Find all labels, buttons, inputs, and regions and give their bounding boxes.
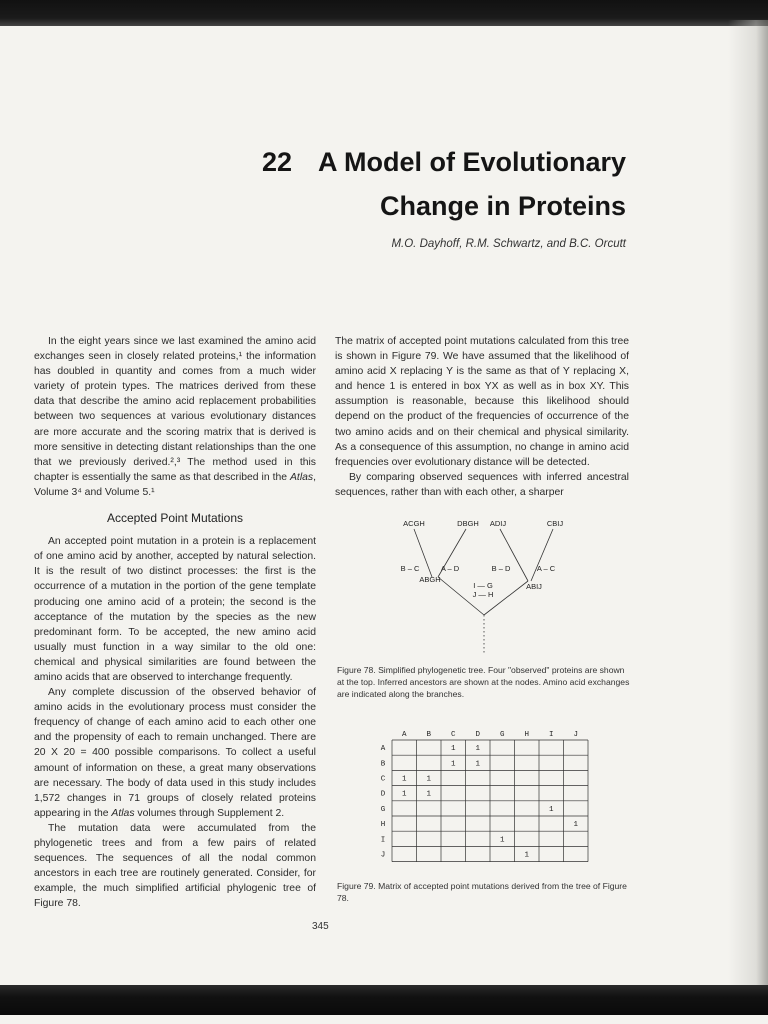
phylogenetic-tree-figure — [388, 515, 588, 665]
tree-leaf: DBGH — [457, 519, 479, 528]
tree-branch-label: B – C — [400, 564, 420, 573]
tree-leaf: ADIJ — [489, 519, 507, 528]
matrix-row-header: G — [380, 805, 386, 814]
section-heading: Accepted Point Mutations — [106, 511, 244, 526]
mutation-matrix-figure — [370, 728, 590, 863]
tree-branch-label: A – C — [536, 564, 556, 573]
body-paragraph: Any complete discussion of the observed behavior of amino acids in the evolutionary process must consider the frequency of change of each amino acid to each other one and the propensity of each to remain unchanged. There are 20 X 20 = 400 possible comparisons. To collect a useful amount of information on these, a great many observations are necessary. The body of data used in this study includes 1,572 changes in 71 groups of closely related proteins appearing in the Atlas volumes through Supplement 2. — [34, 687, 316, 819]
matrix-column-header: B — [426, 731, 432, 739]
tree-branch — [500, 529, 528, 581]
tree-branch-label: J — H — [472, 590, 494, 599]
matrix-cell-value: 1 — [450, 760, 456, 769]
matrix-row-header: A — [380, 745, 386, 754]
matrix-column-header: H — [524, 731, 530, 739]
body-paragraph: The mutation data were accumulated from the phylogenetic trees and from a few pairs of related sequences. The sequences of all the nodal common ancestors in each tree are routinely generated. Consider, for example, the much simplified artificial phylogenic tree of Figure 78. — [34, 822, 316, 910]
chapter-title-line2: Change in Proteins — [379, 191, 626, 221]
tree-leaf: CBIJ — [546, 519, 564, 528]
matrix-column-header: D — [475, 731, 481, 739]
tree-node: ABIJ — [526, 582, 542, 591]
matrix-column-header: J — [573, 731, 579, 739]
matrix-row-header: I — [380, 836, 386, 845]
tree-branch-label: A – D — [440, 564, 460, 573]
scan-edge-right — [728, 20, 768, 1010]
page-number: 345 — [312, 921, 329, 932]
authors: M.O. Dayhoff, R.M. Schwartz, and B.C. Orcutt — [391, 238, 626, 250]
matrix-column-header: G — [499, 731, 505, 739]
matrix-cell-value: 1 — [450, 745, 456, 754]
matrix-column-header: I — [548, 731, 554, 739]
matrix-cell-value: 1 — [401, 775, 407, 784]
figure-78-caption: Figure 78. Simplified phylogenetic tree. Four "observed" proteins are shown at the top. Inferred ancestors are shown at the nodes. Amino acid exchanges are indicated along the branches. — [337, 665, 630, 700]
matrix-cell-value: 1 — [499, 836, 505, 845]
matrix-cell-value: 1 — [475, 760, 481, 769]
matrix-row-header: B — [380, 760, 386, 769]
body-paragraph: The matrix of accepted point mutations calculated from this tree is shown in Figure 79. We have assumed that the likelihood of amino acid X replacing Y is the same as that of Y replacing X, and hence 1 is entered in box YX as well as in box XY. This assumption is reasonable, because this likelihood should depend on the product of the frequencies of occurrence of the two amino acids and on their chemical and physical similarity. As a consequence of this assumption, no change in amino acid frequencies over evolutionary distance will be detected. — [335, 336, 629, 468]
matrix-cell-value: 1 — [573, 821, 579, 830]
matrix-column-header: C — [450, 731, 456, 739]
matrix-cell-value: 1 — [548, 805, 554, 814]
matrix-row-header: H — [380, 821, 386, 830]
tree-branch — [531, 529, 553, 581]
matrix-row-header: C — [380, 775, 386, 784]
chapter-title — [262, 140, 626, 228]
matrix-cell-value: 1 — [426, 790, 432, 799]
tree-branch-label: I — G — [473, 581, 493, 590]
figure-79-caption: Figure 79. Matrix of accepted point mutations derived from the tree of Figure 78. — [337, 881, 627, 904]
matrix-row-header: D — [380, 790, 386, 799]
intro-paragraph: In the eight years since we last examined the amino acid exchanges seen in closely related proteins,¹ the information has doubled in quantity and comes from a much wider variety of protein types. The matrices derived from these data that describe the amino acid replacement probabilities between two sequences at various evolutionary distances are more accurate and the scoring matrix that is derived is more sensitive in detecting distant relationships than the one that we previously derived.²,³ The method used in this chapter is essentially the same as that described in the Atlas, Volume 3⁴ and Volume 5.¹ — [34, 336, 316, 498]
scan-border-bottom — [0, 985, 768, 1015]
chapter-title-line1: A Model of Evolutionary — [317, 147, 626, 177]
chapter-number: 22 — [261, 147, 292, 177]
tree-node: ABGH — [419, 575, 441, 584]
matrix-cell-value: 1 — [401, 790, 407, 799]
tree-branch-label: B – D — [491, 564, 511, 573]
matrix-cell-value: 1 — [426, 775, 432, 784]
right-column — [335, 334, 629, 500]
matrix-cell-value: 1 — [475, 745, 481, 754]
scan-border-top — [0, 0, 768, 26]
matrix-row-header: J — [380, 851, 386, 860]
tree-leaf: ACGH — [403, 519, 425, 528]
left-column — [34, 334, 316, 911]
body-paragraph: An accepted point mutation in a protein is a replacement of one amino acid by another, accepted by natural selection. It is the result of two distinct processes: the first is the occurrence of a mutation in the portion of the gene template producing one amino acid of a protein; the second is the acceptance of the mutation by the species as the new predominant form. To be accepted, the new amino acid usually must function in a way similar to the old one: chemical and physical similarities are found between the amino acids that are observed to interchange frequently. — [34, 536, 316, 683]
matrix-column-header: A — [401, 731, 407, 739]
matrix-cell-value: 1 — [524, 851, 530, 860]
body-paragraph: By comparing observed sequences with inferred ancestral sequences, rather than with each other, a sharper — [335, 471, 629, 498]
